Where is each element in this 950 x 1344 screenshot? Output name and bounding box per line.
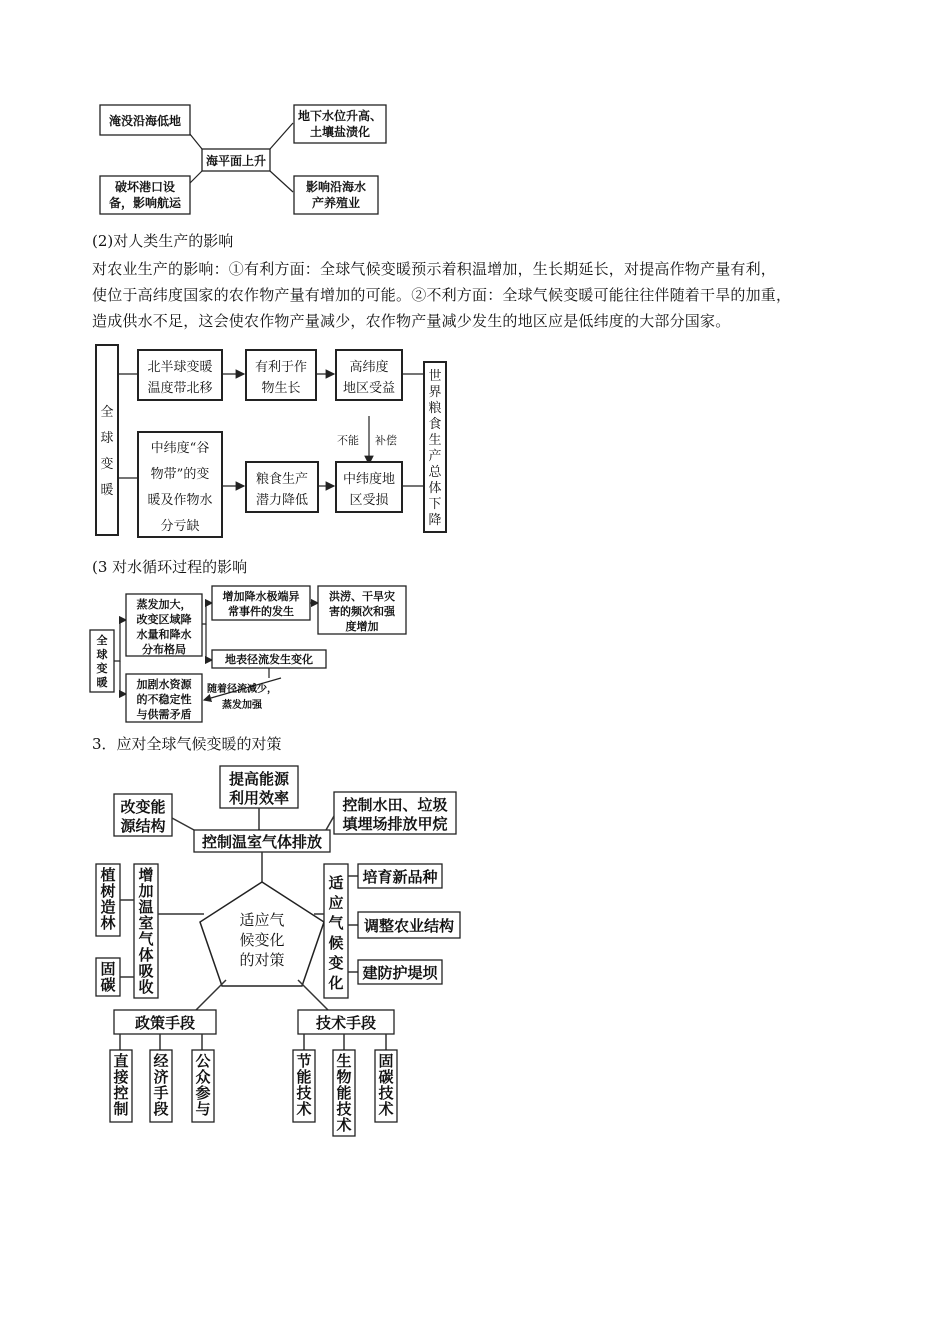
new-breeds-text: 培育新品种 [362,868,438,886]
paragraph-line: 造成供水不足，这会使农作物产量减少，农作物产量减少发生的地区应是低纬度的大部分国家。 [92,312,731,330]
agri-arrow-label-right: 补偿 [375,434,397,447]
agri-top2-line2: 物生长 [261,381,301,396]
water-box3-line1: 洪涝、干旱灾 [329,590,395,603]
water-box2-line2: 常事件的发生 [228,605,294,618]
char: 粮 [428,401,442,416]
center-line1: 适应气 [239,911,285,929]
char: 物 [336,1068,352,1086]
agri-structure-text: 调整农业结构 [363,917,455,935]
policy-diagram [90,760,470,1140]
char: 适 [328,874,344,892]
absorb-label [137,866,154,996]
paragraph-line: 对农业生产的影响：①有利方面：全球气候变暖预示着积温增加，生长期延长，对提高作物产量有利， [92,260,777,278]
center-line3: 的对策 [239,951,285,969]
char: 树 [100,882,116,900]
water-box1-line1: 蒸发加大， [136,598,192,611]
char: 生 [336,1052,352,1070]
char: 界 [428,385,442,400]
efficiency-line1: 提高能源 [228,770,290,788]
char: 体 [428,481,442,496]
dam-text: 建防护堤坝 [362,964,438,982]
water-box5-line1: 加剧水资源 [136,678,192,691]
char: 制 [113,1100,129,1118]
char: 参 [195,1084,211,1102]
agri-bottom2-line2: 潜力降低 [255,493,309,508]
water-box2-line1: 增加降水极端异 [222,590,300,603]
sea-bottom-right-line1: 影响沿海水 [305,180,367,194]
agri-bottom3-line2: 区受损 [349,493,389,508]
char: 济 [153,1068,169,1086]
char: 植 [100,866,116,884]
char: 体 [138,946,154,964]
char: 生 [428,433,442,448]
energy-structure-line2: 源结构 [120,817,166,835]
water-box1-line4: 分布格局 [142,643,186,656]
water-box4-text: 地表径流发生变化 [225,653,313,666]
water-box5-line2: 的不稳定性 [136,693,192,706]
char: 技 [296,1084,312,1102]
char: 造 [100,898,116,916]
char: 林 [100,914,116,932]
agri-arrow-label-left: 不能 [337,434,359,447]
policy-section-heading: 3．应对全球气候变暖的对策 [92,735,282,753]
char: 增 [138,866,154,884]
char: 候 [328,934,344,952]
agri-top2-line1: 有利于作 [254,360,308,375]
sea-top-right-line2: 土壤盐渍化 [309,125,371,139]
char: 球 [100,431,114,446]
char: 化 [328,974,344,992]
paragraph-line: 使位于高纬度国家的农作物产量有增加的可能。②不利方面：全球气候变暖可能往往伴随着干旱的加重， [92,286,792,304]
methane-line1: 控制水田、垃圾 [342,796,448,814]
char: 全 [96,634,108,647]
water-box1-line2: 改变区域降 [136,613,192,626]
char: 公 [195,1052,211,1070]
section2-paragraph [92,256,882,334]
water-box3-line3: 度增加 [345,620,379,633]
water-cycle-diagram [88,582,418,727]
agri-bottom2-line1: 粮食生产 [255,472,309,487]
agri-bottom1-line2: 物带”的变 [150,467,210,482]
char: 碳 [100,976,116,994]
sea-bottom-right-line2: 产养殖业 [311,196,361,210]
water-arrow-label-line2: 蒸发加强 [222,700,262,711]
char: 应 [328,894,344,912]
char: 技 [336,1100,352,1118]
agri-bottom1-line3: 暖及作物水 [147,493,213,508]
agri-top1-line2: 温度带北移 [147,381,213,396]
char: 球 [96,648,108,661]
sea-center-text: 海平面上升 [205,154,267,168]
section2-heading: (2)对人类生产的影响 [92,232,234,250]
char: 固 [378,1052,394,1070]
sea-level-diagram [90,96,400,220]
char: 世 [428,369,442,384]
char: 总 [428,465,442,480]
agri-top3-line1: 高纬度 [349,360,389,375]
char: 手 [153,1084,169,1102]
char: 众 [195,1068,211,1086]
char: 吸 [138,962,154,980]
char: 直 [113,1052,129,1070]
char: 气 [328,914,344,932]
agri-bottom1-line4: 分亏缺 [160,519,200,534]
char: 暖 [100,483,114,498]
control-emission-text: 控制温室气体排放 [201,833,323,851]
char: 变 [100,457,114,472]
char: 接 [113,1068,129,1086]
char: 能 [296,1068,312,1086]
agri-bottom1-line1: 中纬度“谷 [150,441,210,456]
methane-line2: 填埋场排放甲烷 [342,815,448,833]
energy-structure-line1: 改变能 [120,798,166,816]
sea-top-left-text: 淹没沿海低地 [108,114,182,128]
water-box3-line2: 害的频次和强 [329,605,395,618]
sea-bottom-left-line2: 备，影响航运 [108,196,182,210]
char: 术 [378,1100,394,1118]
char: 术 [336,1116,352,1134]
char: 术 [296,1100,312,1118]
char: 产 [428,449,442,464]
water-box5-line3: 与供需矛盾 [136,708,192,721]
char: 与 [195,1100,211,1118]
center-line2: 候变化 [239,931,285,949]
char: 节 [296,1052,312,1070]
char: 降 [428,513,442,528]
char: 碳 [378,1068,394,1086]
sea-bottom-left-line1: 破坏港口设 [114,180,176,194]
char: 温 [138,898,154,916]
agri-top3-line2: 地区受益 [342,381,396,396]
char: 气 [138,930,154,948]
char: 暖 [96,676,108,689]
water-box1-line3: 水量和降水 [136,628,192,641]
char: 食 [428,417,442,432]
agriculture-diagram [90,340,455,540]
char: 变 [328,954,344,972]
char: 下 [428,497,442,512]
char: 固 [100,960,116,978]
char: 控 [113,1084,129,1102]
char: 加 [138,882,154,900]
water-arrow-label-line1: 随着径流减少， [207,684,277,695]
policy-means-text: 政策手段 [134,1014,196,1032]
tech-means-text: 技术手段 [315,1014,377,1032]
char: 变 [96,662,108,675]
sea-top-right-line1: 地下水位升高、 [297,109,383,123]
char: 室 [138,914,154,932]
efficiency-line2: 利用效率 [228,789,290,807]
agri-top1-line1: 北半球变暖 [147,360,213,375]
agri-bottom3-line1: 中纬度地 [342,472,396,487]
char: 能 [336,1084,352,1102]
char: 全 [100,405,114,420]
char: 技 [378,1084,394,1102]
section3-heading: (3 对水循环过程的影响 [92,558,248,576]
char: 段 [153,1100,169,1118]
char: 经 [153,1052,169,1070]
char: 收 [138,978,154,996]
